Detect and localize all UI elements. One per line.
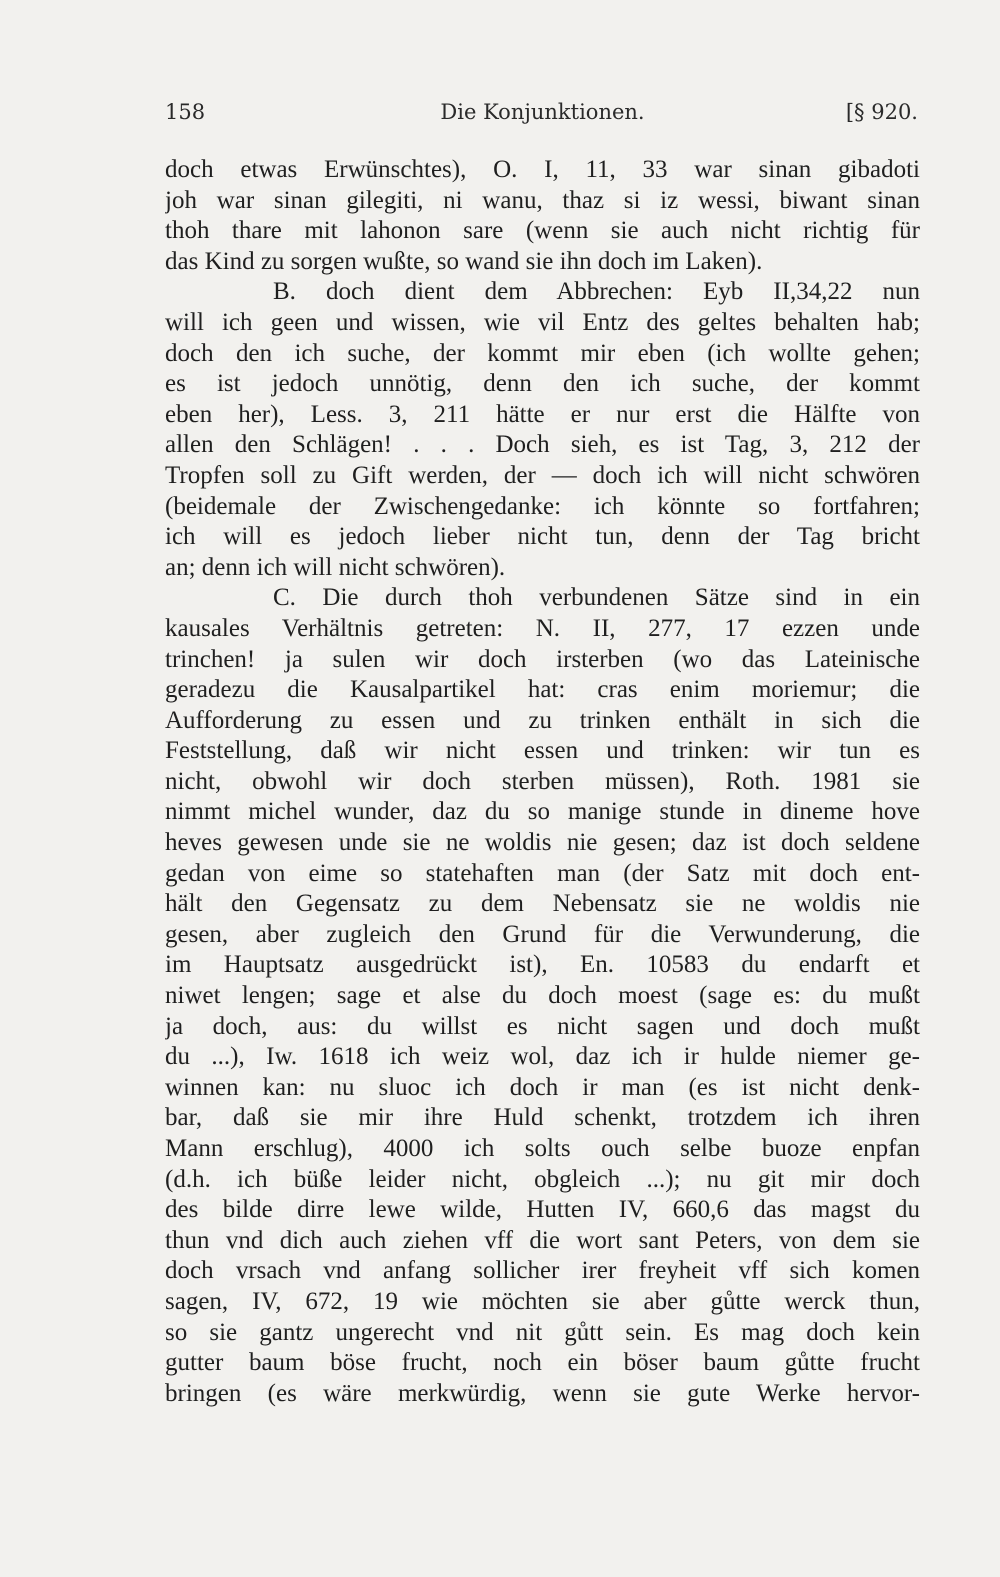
- text-line: (d.h. ich büße leider nicht, obgleich ...); nu git mir doch: [165, 1165, 920, 1193]
- text-line: Tropfen soll zu Gift werden, der — doch ich will nicht schwören: [165, 461, 920, 489]
- text-line: niwet lengen; sage et alse du doch moest (sage es: du mußt: [165, 982, 920, 1010]
- text-line: C. Die durch thoh verbundenen Sätze sind in ein: [273, 584, 920, 612]
- text-line: joh war sinan gilegiti, ni wanu, thaz si iz wessi, biwant sinan: [165, 186, 920, 214]
- text-line: an; denn ich will nicht schwören).: [165, 553, 506, 581]
- text-line: Mann erschlug), 4000 ich solts ouch selbe buoze enpfan: [165, 1135, 920, 1162]
- text-line: eben her), Less. 3, 211 hätte er nur erst die Hälfte von: [165, 400, 920, 428]
- text-line: winnen kan: nu sluoc ich doch ir man (es ist nicht denk-: [165, 1073, 920, 1101]
- text-line: doch vrsach vnd anfang sollicher irer freyheit vff sich komen: [165, 1257, 920, 1285]
- text-line: heves gewesen unde sie ne woldis nie gesen; daz ist doch seldene: [165, 829, 920, 857]
- text-line: doch etwas Erwünschtes), O. I, 11, 33 war sinan gibadoti: [165, 156, 920, 183]
- text-line: bar, daß sie mir ihre Huld schenkt, trotzdem ich ihren: [165, 1104, 920, 1132]
- text-line: geradezu die Kausalpartikel hat: cras enim moriemur; die: [165, 676, 920, 704]
- text-line: will ich geen und wissen, wie vil Entz des geltes behalten hab;: [165, 308, 920, 336]
- page-number: 158: [165, 100, 206, 124]
- text-line: thun vnd dich auch ziehen vff die wort sant Peters, von dem sie: [165, 1226, 920, 1254]
- text-line: hält den Gegensatz zu dem Nebensatz sie ne woldis nie: [165, 890, 920, 918]
- running-title: Die Konjunktionen.: [440, 100, 645, 124]
- text-line: Aufforderung zu essen und zu trinken enthält in sich die: [165, 706, 920, 734]
- text-line: ich will es jedoch lieber nicht tun, denn der Tag bricht: [165, 523, 920, 551]
- text-line: ja doch, aus: du willst es nicht sagen und doch mußt: [165, 1012, 920, 1040]
- text-line: nicht, obwohl wir doch sterben müssen), Roth. 1981 sie: [165, 767, 920, 795]
- text-line: nimmt michel wunder, daz du so manige stunde in dineme hove: [165, 798, 920, 826]
- text-line: B. doch dient dem Abbrechen: Eyb II,34,22 nun: [273, 278, 920, 306]
- text-line: thoh thare mit lahonon sare (wenn sie auch nicht richtig für: [165, 217, 920, 245]
- text-line: gesen, aber zugleich den Grund für die Verwunderung, die: [165, 920, 920, 948]
- text-line: das Kind zu sorgen wußte, so wand sie ihn doch im Laken).: [165, 247, 763, 275]
- text-line: (beidemale der Zwischengedanke: ich könnte so fortfahren;: [165, 492, 920, 520]
- section-marker: [§ 920.: [845, 100, 918, 124]
- text-line: trinchen! ja sulen wir doch irsterben (wo das Lateinische: [165, 645, 920, 673]
- body-text: [165, 155, 920, 1409]
- text-line: gedan von eime so statehaften man (der Satz mit doch ent-: [165, 859, 920, 887]
- text-line: es ist jedoch unnötig, denn den ich suche, der kommt: [165, 370, 920, 398]
- text-line: im Hauptsatz ausgedrückt ist), En. 10583 du endarft et: [165, 951, 920, 979]
- text-line: kausales Verhältnis getreten: N. II, 277, 17 ezzen unde: [165, 614, 920, 642]
- text-line: allen den Schlägen! . . . Doch sieh, es ist Tag, 3, 212 der: [165, 431, 920, 459]
- running-header: [165, 100, 920, 130]
- text-line: sagen, IV, 672, 19 wie möchten sie aber gůtte werck thun,: [165, 1287, 920, 1315]
- text-line: du ...), Iw. 1618 ich weiz wol, daz ich ir hulde niemer ge-: [165, 1043, 920, 1071]
- text-line: gutter baum böse frucht, noch ein böser baum gůtte frucht: [165, 1349, 920, 1377]
- text-line: so sie gantz ungerecht vnd nit gůtt sein. Es mag doch kein: [165, 1318, 920, 1346]
- text-line: des bilde dirre lewe wilde, Hutten IV, 660,6 das magst du: [165, 1196, 920, 1224]
- text-line: doch den ich suche, der kommt mir eben (ich wollte gehen;: [165, 339, 920, 367]
- text-line: Feststellung, daß wir nicht essen und trinken: wir tun es: [165, 737, 920, 765]
- text-line: bringen (es wäre merkwürdig, wenn sie gute Werke hervor-: [165, 1379, 920, 1407]
